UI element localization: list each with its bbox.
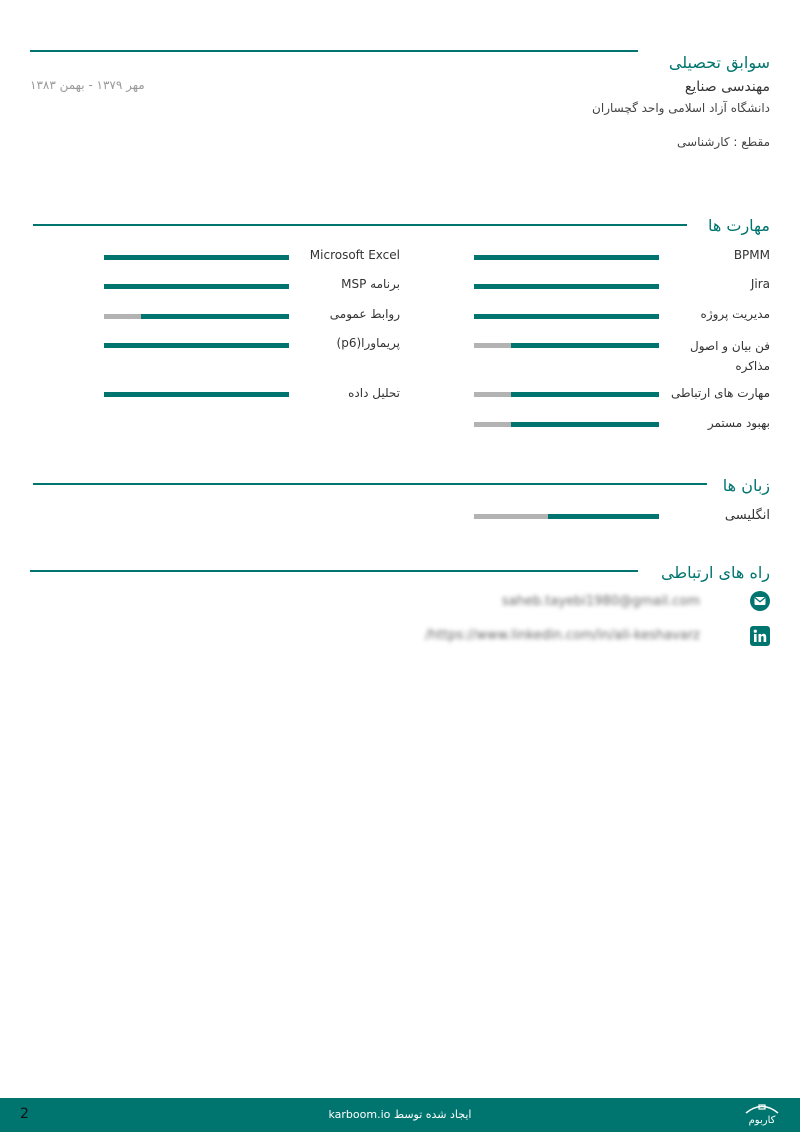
skills-divider: [33, 224, 687, 226]
page-number: 2: [20, 1106, 29, 1122]
skill-bar: [104, 343, 289, 348]
skill-bar: [474, 314, 659, 319]
skill-bar: [104, 284, 289, 289]
skill-bar-fill: [104, 255, 289, 260]
skill-bar: [474, 284, 659, 289]
education-degree: مقطع : کارشناسی: [677, 135, 770, 149]
languages-divider: [33, 483, 707, 485]
email-link[interactable]: saheb.tayebi1980@gmail.com: [501, 594, 700, 609]
language-bar: [474, 514, 659, 519]
education-field: مهندسی صنایع: [684, 79, 770, 95]
skill-label: پریماورا(p6): [336, 336, 400, 350]
skill-bar-fill: [474, 314, 659, 319]
skill-label: Jira: [750, 277, 770, 291]
skill-bar: [104, 392, 289, 397]
education-dates: مهر ۱۳۷۹ - بهمن ۱۳۸۳: [30, 78, 145, 92]
skill-label: مدیریت پروژه: [700, 307, 770, 321]
footer-bar: [0, 1098, 800, 1132]
skill-bar-fill: [474, 255, 659, 260]
skill-bar: [474, 255, 659, 260]
linkedin-icon: [750, 626, 770, 646]
email-icon: [750, 591, 770, 611]
karboom-logo-icon: [742, 1102, 782, 1114]
skill-bar: [104, 314, 289, 319]
languages-title: زبان ها: [722, 476, 770, 495]
skill-label: بهبود مستمر: [707, 416, 770, 430]
site-link[interactable]: karboom.io: [328, 1108, 391, 1121]
skill-bar-fill: [104, 284, 289, 289]
skills-title: مهارت ها: [707, 216, 770, 235]
karboom-logo-text: کاربوم: [748, 1115, 776, 1126]
contact-divider: [30, 570, 638, 572]
skill-bar: [474, 422, 659, 427]
education-university: دانشگاه آزاد اسلامی واحد گچساران: [592, 101, 770, 115]
skill-bar-fill: [141, 314, 289, 319]
contact-title: راه های ارتباطی: [661, 563, 770, 582]
skill-label: مهارت های ارتباطی: [670, 386, 770, 400]
created-by-text: ایجاد شده توسط: [393, 1108, 472, 1121]
skill-bar-fill: [511, 392, 659, 397]
skill-label: برنامه MSP: [341, 277, 400, 291]
skill-label: BPMM: [733, 248, 770, 262]
education-divider: [30, 50, 638, 52]
language-bar-fill: [548, 514, 659, 519]
skill-bar-fill: [474, 284, 659, 289]
skill-bar-fill: [104, 392, 289, 397]
skill-bar: [474, 343, 659, 348]
skill-label: فن بیان و اصول مذاکره: [690, 339, 770, 373]
skill-label: تحلیل داده: [348, 386, 400, 400]
footer-credit: [0, 1108, 800, 1121]
skill-bar-fill: [511, 422, 659, 427]
linkedin-link[interactable]: /https://www.linkedin.com/in/ali-keshavarz: [425, 628, 700, 643]
skill-bar: [474, 392, 659, 397]
skill-bar-fill: [511, 343, 659, 348]
skill-label: روابط عمومی: [329, 307, 400, 321]
skill-bar: [104, 255, 289, 260]
skill-label: Microsoft Excel: [309, 248, 400, 262]
skill-bar-fill: [104, 343, 289, 348]
language-label: انگلیسی: [724, 508, 770, 523]
education-title: سوابق تحصیلی: [668, 53, 770, 72]
